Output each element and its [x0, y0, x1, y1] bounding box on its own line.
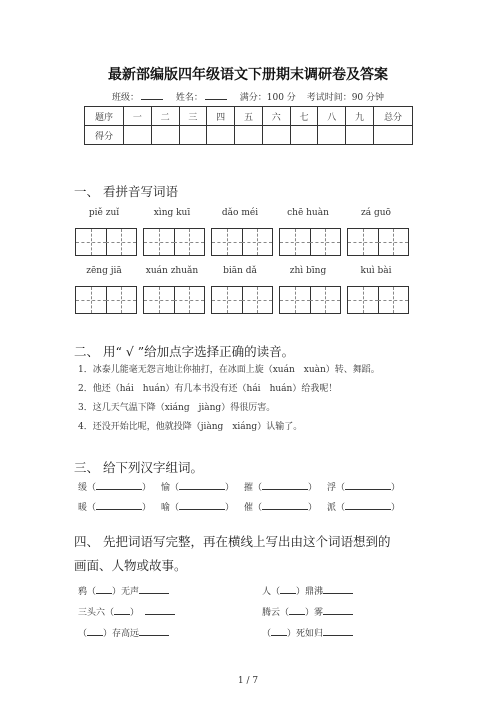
score-row-label: 得分	[85, 126, 124, 145]
score-cell[interactable]	[207, 126, 235, 145]
score-cell[interactable]	[262, 126, 290, 145]
idiom-suffix: ）	[130, 608, 140, 618]
idiom-prefix: 腾云（	[262, 608, 290, 618]
score-cell[interactable]	[318, 126, 346, 145]
pinyin-label: kuì bài	[360, 266, 392, 276]
score-cell[interactable]	[290, 126, 318, 145]
writing-grid[interactable]	[211, 286, 273, 314]
pinyin-label: zhì bīng	[289, 266, 327, 276]
writing-grid[interactable]	[75, 228, 137, 256]
word-char: 摧	[244, 483, 254, 493]
idiom-item	[262, 584, 353, 597]
idiom-blank[interactable]	[271, 626, 287, 636]
writing-grid[interactable]	[75, 286, 137, 314]
word-item: 愉（ ）	[161, 480, 234, 493]
question-item: 3．这几天气温下降（xiáng jiàng）得很厉害。	[78, 403, 276, 413]
section-4-heading-cont: 画面、人物或故事。	[74, 558, 187, 573]
word-char: 喻	[161, 503, 171, 513]
score-cell[interactable]	[346, 126, 374, 145]
answer-blank[interactable]	[96, 480, 142, 490]
exam-info	[0, 90, 496, 103]
answer-blank[interactable]	[262, 500, 308, 510]
score-cell[interactable]	[235, 126, 263, 145]
score-cell[interactable]	[179, 126, 207, 145]
score-header-row	[85, 107, 413, 126]
idiom-item	[78, 584, 169, 597]
idiom-prefix: 人（	[262, 587, 281, 597]
writing-grid[interactable]	[143, 228, 205, 256]
section-2-heading: 二、 用“ √ ”给加点字选择正确的读音。	[74, 344, 295, 359]
pinyin-label: chē huàn	[287, 208, 329, 218]
name-blank	[205, 91, 227, 100]
pinyin-label: xìng kuī	[153, 208, 191, 218]
idiom-prefix: 三头六（	[78, 608, 115, 618]
page-title: 最新部编版四年级语文下册期末调研卷及答案	[108, 67, 388, 83]
answer-line[interactable]	[323, 605, 353, 615]
writing-grid[interactable]	[143, 286, 205, 314]
score-header-cell: 题序	[85, 107, 124, 126]
pinyin-label: dǎo méi	[221, 208, 259, 218]
idiom-blank[interactable]	[280, 584, 296, 594]
exam-time: 考试时间：90 分钟	[306, 93, 385, 103]
score-header-cell: 六	[262, 107, 290, 126]
score-cell[interactable]	[374, 126, 413, 145]
idiom-suffix: ）死如归	[287, 629, 324, 639]
writing-grid[interactable]	[347, 228, 409, 256]
section-1-heading: 一、 看拼音写词语	[74, 184, 178, 199]
answer-line[interactable]	[323, 584, 353, 594]
writing-grid[interactable]	[347, 286, 409, 314]
word-char: 浮	[327, 483, 337, 493]
writing-grid[interactable]	[279, 286, 341, 314]
score-header-cell: 五	[235, 107, 263, 126]
score-header-cell: 八	[318, 107, 346, 126]
writing-grid[interactable]	[211, 228, 273, 256]
class-label: 班级：	[111, 93, 139, 103]
name-label: 姓名：	[175, 93, 203, 103]
answer-blank[interactable]	[345, 500, 391, 510]
score-header-cell: 四	[207, 107, 235, 126]
question-item: 1．冰泰儿能毫无怨言地让你抽打，在冰面上旋（xuán xuàn）转、舞蹈。	[78, 365, 380, 375]
idiom-blank[interactable]	[289, 605, 305, 615]
idiom-blank[interactable]	[114, 605, 130, 615]
idiom-prefix: （	[262, 629, 272, 639]
word-char: 催	[244, 503, 254, 513]
word-item: 喻（ ）	[161, 500, 234, 513]
word-item: 浮（ ）	[327, 480, 400, 493]
answer-line[interactable]	[145, 605, 175, 615]
section-3-heading: 三、 给下列汉字组词。	[74, 460, 203, 475]
writing-grid[interactable]	[279, 228, 341, 256]
idiom-blank[interactable]	[87, 626, 103, 636]
answer-blank[interactable]	[262, 480, 308, 490]
pinyin-label: biān dǎ	[223, 266, 257, 276]
page-number: 1 / 7	[237, 676, 259, 686]
idiom-blank[interactable]	[96, 584, 112, 594]
idiom-prefix: 鸦（	[78, 587, 97, 597]
pinyin-label: xuán zhuǎn	[145, 266, 199, 276]
idiom-prefix: （	[78, 629, 88, 639]
section-4-heading: 四、 先把词语写完整，再在横线上写出由这个词语想到的	[74, 534, 391, 549]
word-item: 催（ ）	[244, 500, 317, 513]
idiom-suffix: ）雾	[305, 608, 324, 618]
question-item: 2．他还（hái huán）有几本书没有还（hái huán）给我呢！	[78, 384, 338, 394]
answer-line[interactable]	[139, 626, 169, 636]
word-item: 暖（ ）	[78, 500, 151, 513]
score-header-cell: 总分	[374, 107, 413, 126]
score-table	[84, 106, 413, 145]
full-score: 满分：100 分	[239, 93, 296, 103]
score-header-cell: 九	[346, 107, 374, 126]
word-char: 派	[327, 503, 337, 513]
word-char: 暖	[78, 503, 88, 513]
pinyin-label: zá guō	[361, 208, 391, 218]
word-char: 愉	[161, 483, 171, 493]
answer-blank[interactable]	[179, 480, 225, 490]
pinyin-label: zēng jiā	[86, 266, 122, 276]
answer-line[interactable]	[323, 626, 353, 636]
score-value-row	[85, 126, 413, 145]
score-header-cell: 一	[124, 107, 152, 126]
idiom-suffix: ）无声	[112, 587, 140, 597]
answer-line[interactable]	[139, 584, 169, 594]
idiom-item	[262, 605, 353, 618]
word-item: 缓（ ）	[78, 480, 151, 493]
idiom-suffix: ）存高远	[103, 629, 140, 639]
question-item: 4．还没开始比呢，他就投降（jiàng xiáng）认输了。	[78, 422, 303, 432]
score-cell[interactable]	[151, 126, 179, 145]
score-cell[interactable]	[124, 126, 152, 145]
idiom-item	[78, 605, 175, 618]
score-header-cell: 二	[151, 107, 179, 126]
answer-blank[interactable]	[96, 500, 142, 510]
score-header-cell: 三	[179, 107, 207, 126]
idiom-item	[78, 626, 169, 639]
answer-blank[interactable]	[179, 500, 225, 510]
word-item: 派（ ）	[327, 500, 400, 513]
pinyin-label: piě zuǐ	[88, 208, 120, 218]
class-blank	[141, 91, 163, 100]
answer-blank[interactable]	[345, 480, 391, 490]
word-char: 缓	[78, 483, 88, 493]
word-item: 摧（ ）	[244, 480, 317, 493]
idiom-suffix: ）鼎沸	[296, 587, 324, 597]
score-header-cell: 七	[290, 107, 318, 126]
idiom-item	[262, 626, 353, 639]
